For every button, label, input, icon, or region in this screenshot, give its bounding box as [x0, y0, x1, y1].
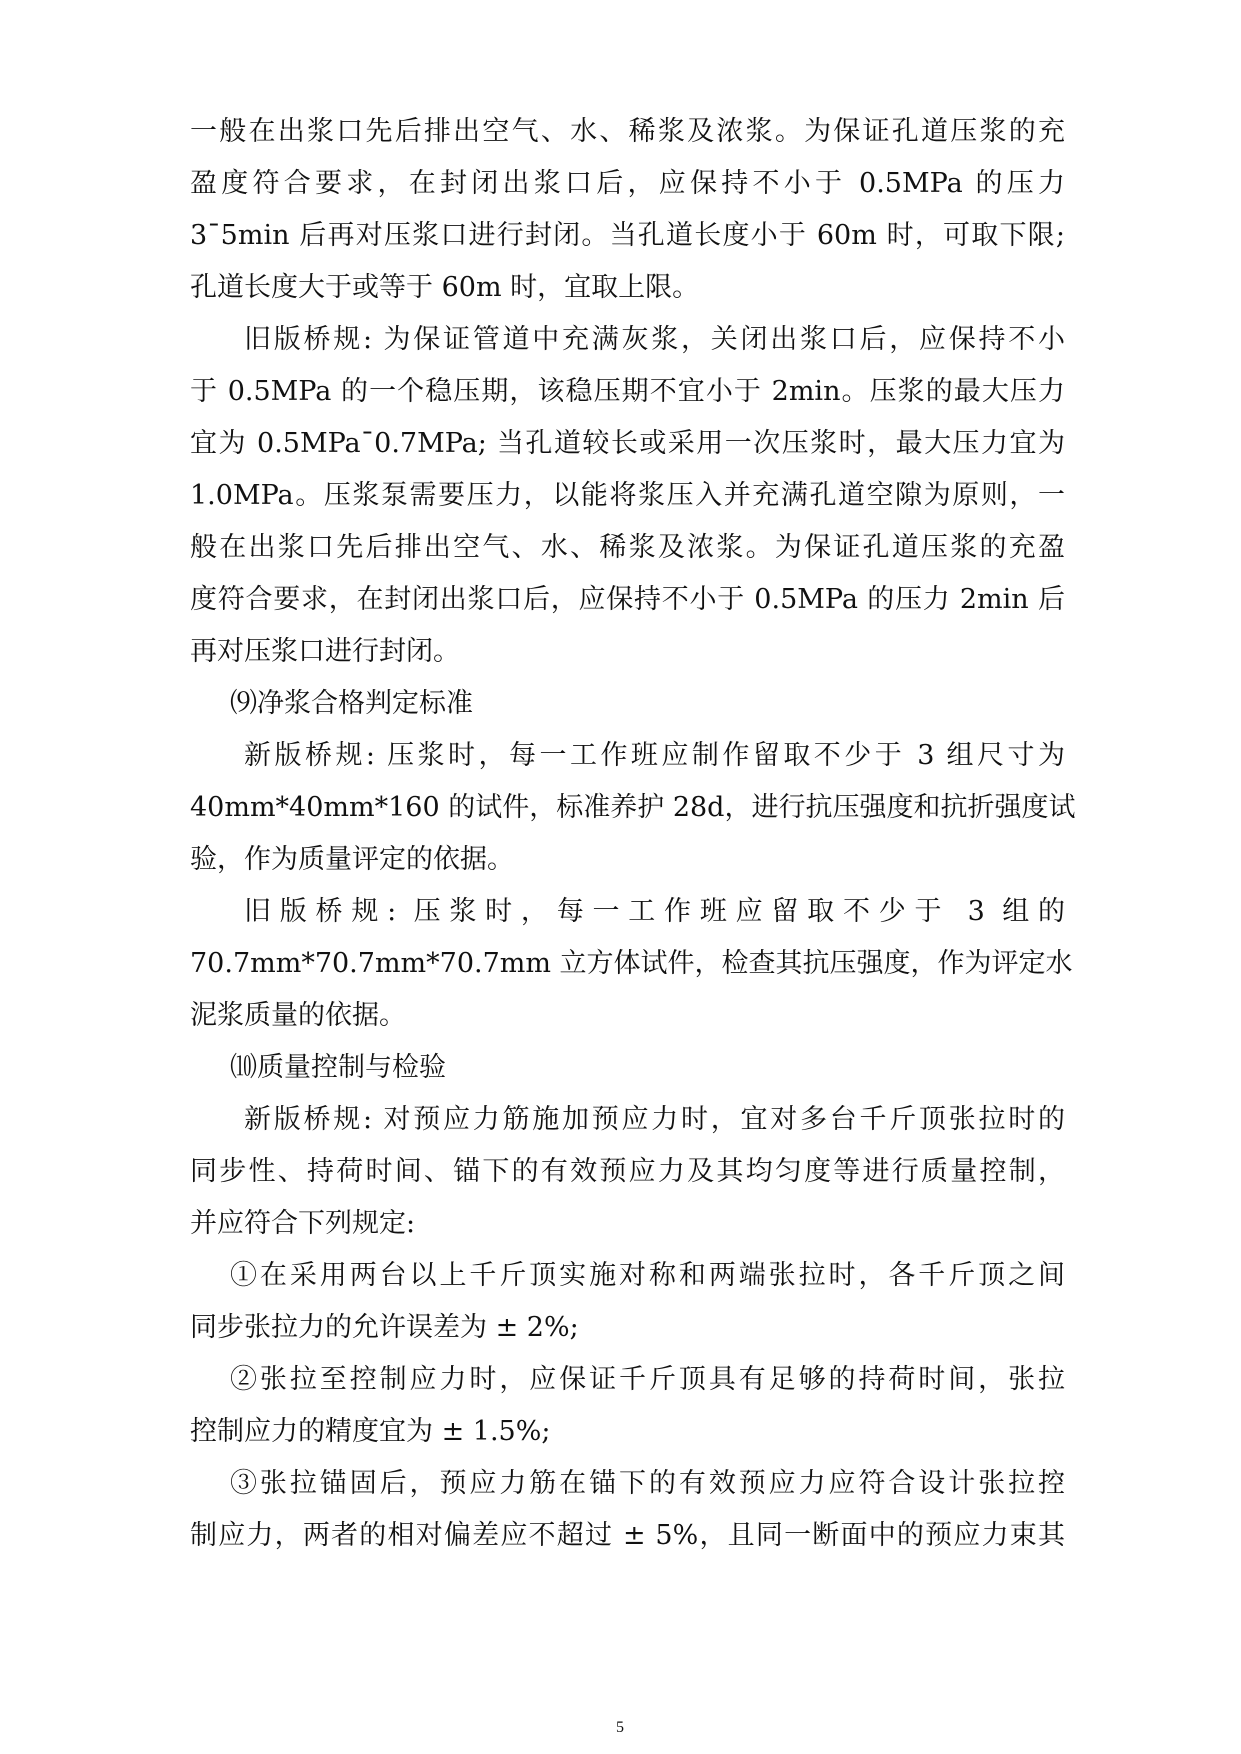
body-text-line: 孔道长度大于或等于 60m 时，宜取上限。	[190, 272, 700, 303]
body-text-line: 40mm*40mm*160 的试件，标准养护 28d，进行抗压强度和抗折强度试	[190, 792, 1076, 823]
body-text-line: 控制应力的精度宜为 ± 1.5%;	[190, 1416, 551, 1447]
body-text-line: 1.0MPa。压浆泵需要压力，以能将浆压入并充满孔道空隙为原则，一	[190, 480, 1065, 511]
list-item-text: ②张拉至控制应力时，应保证千斤顶具有足够的持荷时间，张拉	[230, 1364, 1065, 1395]
section-heading: ⑼净浆合格判定标准	[230, 688, 473, 719]
body-text-line: 宜为 0.5MPa¯0.7MPa; 当孔道较长或采用一次压浆时，最大压力宜为	[190, 428, 1065, 459]
list-item-text: ①在采用两台以上千斤顶实施对称和两端张拉时，各千斤顶之间	[230, 1260, 1065, 1291]
body-text-line: 度符合要求，在封闭出浆口后，应保持不小于 0.5MPa 的压力 2min 后	[190, 584, 1065, 615]
body-text-line: 70.7mm*70.7mm*70.7mm 立方体试件，检查其抗压强度，作为评定水	[190, 948, 1073, 979]
body-text-line: 新版桥规: 对预应力筋施加预应力时，宜对多台千斤顶张拉时的	[244, 1104, 1065, 1135]
body-text-line: 泥浆质量的依据。	[190, 1000, 406, 1031]
section-heading: ⑽质量控制与检验	[230, 1052, 446, 1083]
page-number: 5	[616, 1719, 624, 1736]
body-text-line: 般在出浆口先后排出空气、水、稀浆及浓浆。为保证孔道压浆的充盈	[190, 532, 1065, 563]
body-text-line: 旧版桥规: 压浆时，每一工作班应留取不少于 3 组的	[244, 896, 1065, 927]
body-text-line: 盈度符合要求，在封闭出浆口后，应保持不小于 0.5MPa 的压力	[190, 168, 1065, 199]
body-text-line: 验，作为质量评定的依据。	[190, 844, 514, 875]
body-text-line: 于 0.5MPa 的一个稳压期，该稳压期不宜小于 2min。压浆的最大压力	[190, 376, 1065, 407]
body-text-line: 再对压浆口进行封闭。	[190, 636, 460, 667]
body-text-line: 3¯5min 后再对压浆口进行封闭。当孔道长度小于 60m 时，可取下限;	[190, 220, 1065, 251]
body-text-line: 制应力，两者的相对偏差应不超过 ± 5%，且同一断面中的预应力束其	[190, 1520, 1065, 1551]
body-text-line: 新版桥规: 压浆时，每一工作班应制作留取不少于 3 组尺寸为	[244, 740, 1065, 771]
list-item-text: ③张拉锚固后，预应力筋在锚下的有效预应力应符合设计张拉控	[230, 1468, 1065, 1499]
body-text-line: 旧版桥规: 为保证管道中充满灰浆，关闭出浆口后，应保持不小	[244, 324, 1065, 355]
body-text-line: 同步张拉力的允许误差为 ± 2%;	[190, 1312, 579, 1343]
body-text-line: 并应符合下列规定:	[190, 1208, 416, 1239]
body-text-line: 同步性、持荷时间、锚下的有效预应力及其均匀度等进行质量控制，	[190, 1156, 1065, 1187]
body-text-line: 一般在出浆口先后排出空气、水、稀浆及浓浆。为保证孔道压浆的充	[190, 116, 1065, 147]
